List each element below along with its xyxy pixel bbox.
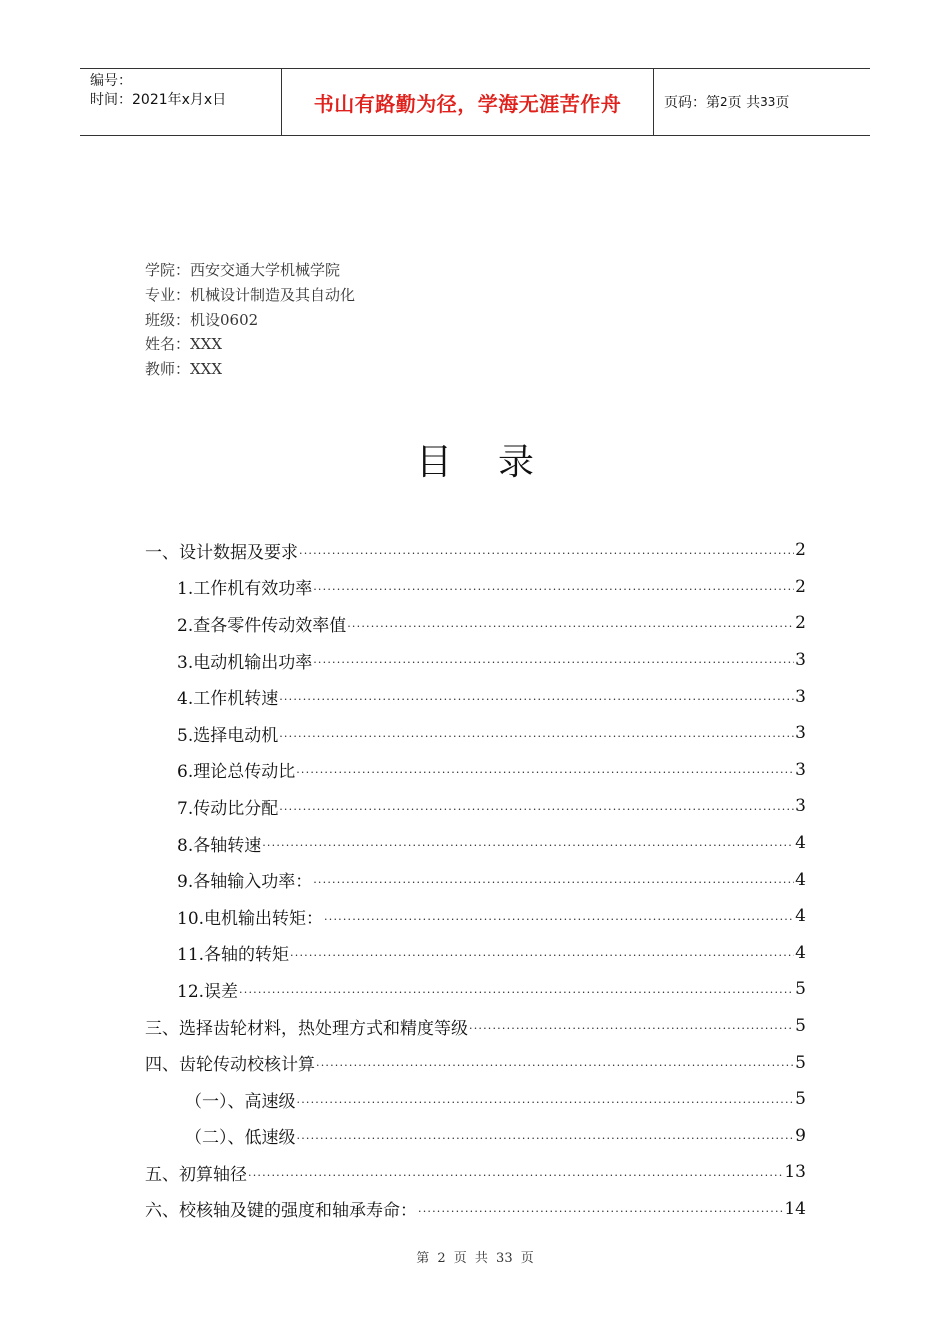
toc-entry-text: 5.选择电动机	[177, 725, 279, 746]
toc-entry-page: 4	[795, 833, 806, 854]
toc-entry-page: 14	[784, 1198, 806, 1219]
toc-entry-page: 2	[795, 613, 806, 634]
toc-entry-page: 2	[795, 540, 806, 561]
toc-entry[interactable]	[145, 935, 806, 972]
toc-entry[interactable]	[145, 752, 806, 789]
toc-leader-dots	[418, 1202, 783, 1227]
toc-entry[interactable]	[145, 715, 806, 752]
page-total: 33	[760, 95, 776, 109]
toc-leader-dots	[279, 800, 794, 825]
toc-entry-page: 4	[795, 942, 806, 963]
info-major: 专业：机械设计制造及其自动化	[145, 285, 356, 304]
toc-entry-text: 3.电动机输出功率	[177, 652, 313, 673]
toc-entry-page: 4	[795, 869, 806, 890]
toc-leader-dots	[316, 1056, 794, 1081]
toc-entry-text: 8.各轴转速	[177, 835, 262, 856]
toc-entry-page: 5	[795, 979, 806, 1000]
toc-leader-dots	[279, 690, 794, 715]
toc-leader-dots	[239, 983, 794, 1008]
toc-entry[interactable]	[145, 788, 806, 825]
toc-leader-dots	[347, 617, 794, 642]
toc-entry[interactable]	[145, 1081, 806, 1118]
toc-entry-text: （一）、高速级	[185, 1091, 296, 1112]
toc-entry-page: 3	[795, 723, 806, 744]
time-label: 时间：2021年x月x日	[90, 92, 227, 108]
toc-entry[interactable]	[145, 1008, 806, 1045]
toc-entry-page: 3	[795, 796, 806, 817]
toc-entry-text: 10.电机输出转矩：	[177, 908, 324, 929]
toc-entry-text: 四、齿轮传动校核计算	[145, 1055, 315, 1076]
header-meta	[80, 69, 282, 135]
toc-entry[interactable]	[145, 678, 806, 715]
page-current: 2	[720, 95, 728, 109]
toc-entry-page: 3	[795, 759, 806, 780]
toc-entry-text: 2.查各零件传动效率值	[177, 615, 347, 636]
toc-entry[interactable]	[145, 971, 806, 1008]
toc-leader-dots	[469, 1019, 794, 1044]
toc-leader-dots	[262, 836, 794, 861]
info-class: 班级：机设0602	[145, 310, 259, 329]
toc-entry-text: 1.工作机有效功率	[177, 579, 313, 600]
toc-entry[interactable]	[145, 1191, 806, 1228]
info-name: 姓名：XXX	[145, 335, 223, 354]
toc-leader-dots	[290, 946, 794, 971]
toc-entry[interactable]	[145, 898, 806, 935]
toc-entry-page: 4	[795, 906, 806, 927]
page-label-prefix: 页码：第	[664, 95, 720, 111]
toc-entry-text: 11.各轴的转矩	[177, 945, 290, 966]
toc-entry[interactable]	[145, 825, 806, 862]
toc-entry[interactable]	[145, 605, 806, 642]
toc-leader-dots	[296, 763, 794, 788]
page-label-mid: 页 共	[727, 95, 761, 111]
toc-leader-dots	[324, 910, 794, 935]
toc-leader-dots	[299, 544, 794, 569]
toc-leader-dots	[313, 580, 794, 605]
page-header	[80, 68, 870, 136]
toc-entry-text: 6.理论总传动比	[177, 762, 296, 783]
header-motto: 书山有路勤为径，学海无涯苦作舟	[282, 69, 654, 135]
toc-entry-page: 3	[795, 686, 806, 707]
toc-entry[interactable]	[145, 1118, 806, 1155]
page-footer: 第 2 页 共 33 页	[416, 1251, 534, 1266]
toc-entry[interactable]	[145, 1154, 806, 1191]
toc-entry-page: 9	[795, 1125, 806, 1146]
header-page-info	[654, 69, 870, 135]
page-label-suffix: 页	[775, 95, 790, 111]
toc-entry-page: 2	[795, 576, 806, 597]
toc-entry-page: 3	[795, 650, 806, 671]
toc-entry-text: （二）、低速级	[185, 1128, 296, 1149]
toc-entry[interactable]	[145, 642, 806, 679]
toc-entry[interactable]	[145, 861, 806, 898]
table-of-contents	[145, 532, 806, 1227]
toc-leader-dots	[297, 1093, 795, 1118]
toc-entry-text: 六、校核轴及键的强度和轴承寿命：	[145, 1201, 417, 1222]
toc-entry-text: 4.工作机转速	[177, 689, 279, 710]
toc-leader-dots	[297, 1129, 795, 1154]
toc-leader-dots	[279, 727, 794, 752]
toc-entry-text: 五、初算轴径	[145, 1164, 247, 1185]
student-info	[145, 258, 355, 382]
toc-leader-dots	[248, 1166, 783, 1191]
number-label: 编号：	[90, 73, 132, 89]
toc-entry-page: 5	[795, 1052, 806, 1073]
toc-entry-text: 一、设计数据及要求	[145, 542, 298, 563]
toc-entry-text: 12.误差	[177, 981, 239, 1002]
toc-entry-page: 13	[784, 1162, 806, 1183]
info-college: 学院：西安交通大学机械学院	[145, 261, 341, 279]
toc-entry[interactable]	[145, 1044, 806, 1081]
toc-entry-text: 9.各轴输入功率：	[177, 872, 313, 893]
info-teacher: 教师：XXX	[145, 360, 223, 379]
toc-entry-page: 5	[795, 1016, 806, 1037]
toc-entry-text: 7.传动比分配	[177, 798, 279, 819]
toc-entry[interactable]	[145, 532, 806, 569]
toc-entry-page: 5	[795, 1089, 806, 1110]
toc-title: 目录	[415, 442, 580, 483]
toc-leader-dots	[313, 653, 794, 678]
toc-entry-text: 三、选择齿轮材料，热处理方式和精度等级	[145, 1018, 468, 1039]
toc-entry[interactable]	[145, 569, 806, 606]
toc-leader-dots	[313, 873, 794, 898]
